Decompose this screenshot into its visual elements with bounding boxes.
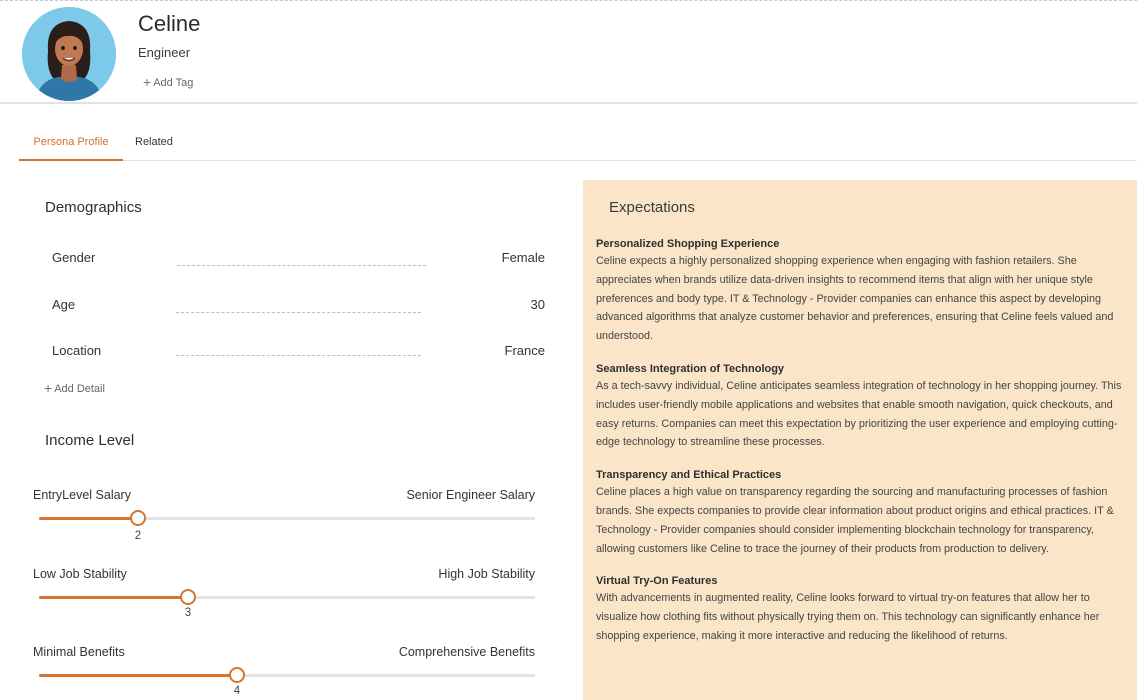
expectation-text: Celine expects a highly personalized shopping experience when engaging with fashion retailers. She appreciates when brands utilize data-driven insights to recommend items that align with her unique style preferences and body type. IT & Technology - Provider companies can enhance this aspect by developing advanced algorithms that analyze customer behavior and preferences, ensuring that Celine feels valued and understood. — [596, 255, 1114, 343]
tab-related[interactable]: Related — [135, 136, 173, 148]
job-stability-slider[interactable] — [39, 596, 535, 599]
detail-divider — [177, 265, 426, 266]
expectation-text: As a tech-savvy individual, Celine anticipates seamless integration of technology in her shopping journey. This includes user-friendly mobile applications and websites that enable smooth navigation, quick checkouts, and easy returns. Companies can meet this expectation by prioritizing the user experience and employing cutting-edge technology to streamline these processes. — [596, 379, 1122, 449]
expectation-text: Celine places a high value on transparency regarding the sourcing and manufacturing processes of fashion brands. She expects companies to provide clear information about product origins and ethical practices. IT & Technology - Provider companies should consider implementing blockchain technology for transparency, allowing customers like Celine to trace the journey of their products from production to delivery. — [596, 486, 1114, 555]
detail-divider — [176, 312, 421, 313]
detail-label-age: Age — [52, 297, 76, 312]
demographics-title: Demographics — [45, 199, 142, 216]
detail-label-location: Location — [52, 343, 102, 358]
slider-label-right: Senior Engineer Salary — [406, 488, 535, 502]
slider-label-left: Low Job Stability — [33, 567, 127, 581]
slider-value: 4 — [233, 685, 241, 697]
detail-value-location[interactable]: France — [504, 343, 545, 358]
persona-name: Celine — [138, 11, 201, 36]
slider-value: 2 — [134, 530, 142, 542]
expectation-text: With advancements in augmented reality, Celine looks forward to virtual try-on features that allow her to visualize how clothing fits without physically trying them on. This technology can significantly enhance her shopping experience, making it more interactive and reducing the likelihood of returns. — [596, 592, 1100, 642]
slider-fill — [39, 674, 237, 677]
expectations-list — [596, 236, 1128, 661]
detail-value-age[interactable]: 30 — [530, 297, 545, 312]
slider-label-right: Comprehensive Benefits — [398, 645, 535, 659]
slider-thumb[interactable] — [130, 510, 146, 526]
benefits-slider[interactable] — [39, 674, 535, 677]
expectation-heading: Personalized Shopping Experience — [596, 238, 780, 250]
avatar-illustration — [22, 7, 116, 101]
expectations-panel — [583, 180, 1137, 700]
detail-value-gender[interactable]: Female — [501, 250, 545, 265]
detail-divider — [176, 355, 421, 356]
add-tag-button[interactable] — [143, 74, 193, 90]
tab-persona-profile[interactable]: Persona Profile — [19, 136, 123, 161]
slider-fill — [39, 517, 138, 520]
slider-label-left: Minimal Benefits — [33, 645, 125, 659]
expectation-item — [596, 236, 1128, 346]
plus-icon: + — [44, 380, 53, 396]
detail-label-gender: Gender — [52, 250, 96, 265]
slider-fill — [39, 596, 188, 599]
persona-header — [0, 0, 1137, 104]
slider-thumb[interactable] — [229, 667, 245, 683]
tab-bar — [19, 127, 1137, 161]
slider-value: 3 — [184, 607, 192, 619]
persona-role: Engineer — [138, 45, 191, 60]
slider-thumb[interactable] — [180, 589, 196, 605]
add-detail-label: Add Detail — [54, 383, 105, 395]
plus-icon: + — [143, 74, 152, 90]
expectations-title: Expectations — [609, 199, 695, 216]
slider-label-right: High Job Stability — [438, 567, 535, 581]
income-level-title: Income Level — [45, 432, 135, 449]
salary-slider[interactable] — [39, 517, 535, 520]
expectation-item — [596, 467, 1128, 558]
expectation-heading: Virtual Try-On Features — [596, 575, 718, 588]
expectation-item — [596, 361, 1128, 452]
slider-label-left: EntryLevel Salary — [33, 488, 131, 502]
add-tag-label: Add Tag — [153, 77, 194, 89]
expectation-heading: Seamless Integration of Technology — [596, 362, 785, 375]
avatar — [22, 7, 116, 101]
expectation-heading: Transparency and Ethical Practices — [596, 469, 782, 482]
add-detail-button[interactable] — [44, 380, 105, 396]
expectation-item — [596, 573, 1128, 645]
